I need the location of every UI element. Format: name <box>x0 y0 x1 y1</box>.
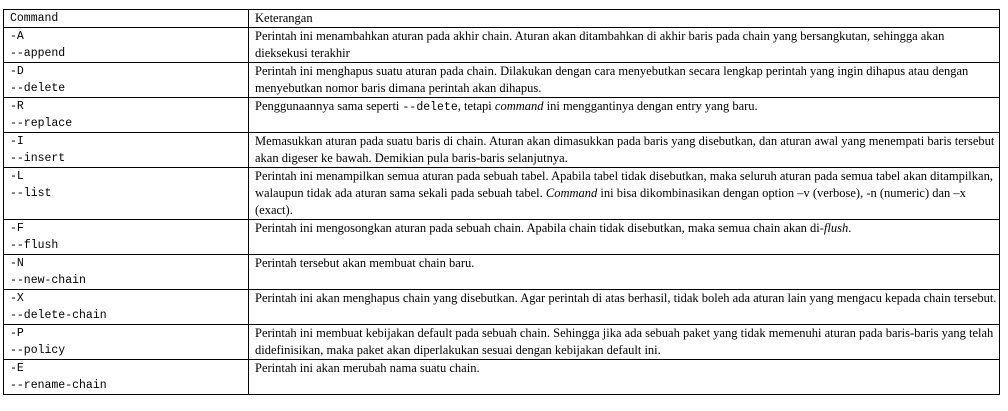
command-cell <box>4 360 249 395</box>
command-short-flag: -A <box>10 30 24 43</box>
inline-code: --delete <box>402 101 458 114</box>
command-cell <box>4 168 249 220</box>
description-cell <box>249 98 1000 133</box>
description-text: ini bisa dikombinasikan dengan option –v (verbose), -n (numeric) dan –x (exact). <box>255 186 966 217</box>
command-short-flag: -L <box>10 170 24 183</box>
table-row <box>4 133 1000 168</box>
command-cell <box>4 133 249 168</box>
command-cell <box>4 255 249 290</box>
command-short-flag: -F <box>10 222 24 235</box>
table-row <box>4 255 1000 290</box>
command-cell <box>4 98 249 133</box>
description-text: Perintah ini menghapus suatu aturan pada chain. Dilakukan dengan cara menyebutkan secara lengkap perintah yang ingin dihapus atau dengan menyebutkan nomor baris dimana perintah akan dihapus. <box>255 64 969 95</box>
command-long-flag: --delete <box>10 82 66 95</box>
command-short-flag: -D <box>10 65 24 78</box>
command-long-flag: --list <box>10 187 52 200</box>
command-cell <box>4 290 249 325</box>
emphasis-text: command <box>494 99 544 113</box>
table-row <box>4 290 1000 325</box>
column-header-description: Keterangan <box>249 10 1000 28</box>
table-row <box>4 63 1000 98</box>
description-cell <box>249 133 1000 168</box>
description-cell <box>249 360 1000 395</box>
table-row <box>4 168 1000 220</box>
description-cell <box>249 325 1000 360</box>
description-cell <box>249 63 1000 98</box>
command-cell <box>4 28 249 63</box>
table-row <box>4 360 1000 395</box>
description-text: ini menggantinya dengan entry yang baru. <box>543 99 758 113</box>
command-short-flag: -N <box>10 257 24 270</box>
table-row <box>4 28 1000 63</box>
command-short-flag: -R <box>10 100 24 113</box>
description-text: Penggunaannya sama seperti <box>255 99 403 113</box>
command-cell <box>4 63 249 98</box>
description-text: , tetapi <box>457 99 495 113</box>
description-text: Perintah ini akan menghapus chain yang disebutkan. Agar perintah di atas berhasil, tidak boleh ada aturan lain yang mengacu kepada chain tersebut. <box>255 291 997 305</box>
table-row <box>4 220 1000 255</box>
command-cell <box>4 220 249 255</box>
table-row <box>4 98 1000 133</box>
command-long-flag: --replace <box>10 117 73 130</box>
command-long-flag: --new-chain <box>10 274 86 287</box>
description-text: Perintah ini mengosongkan aturan pada sebuah chain. Apabila chain tidak disebutkan, maka semua chain akan di- <box>255 221 824 235</box>
column-header-command: Command <box>4 10 249 28</box>
command-long-flag: --rename-chain <box>10 379 107 392</box>
table-row <box>4 325 1000 360</box>
description-text: Perintah ini membuat kebijakan default pada sebuah chain. Sehingga jika ada sebuah paket yang tidak memenuhi aturan pada baris-baris yang telah didefinisikan, maka paket akan diperlakukan sesuai dengan kebijakan default ini. <box>255 326 994 357</box>
description-text: Perintah tersebut akan membuat chain baru. <box>255 256 475 270</box>
command-long-flag: --policy <box>10 344 66 357</box>
table-body <box>4 28 1000 395</box>
command-long-flag: --append <box>10 47 66 60</box>
command-short-flag: -P <box>10 327 24 340</box>
command-short-flag: -E <box>10 362 24 375</box>
description-text: Perintah ini menambahkan aturan pada akhir chain. Aturan akan ditambahkan di akhir baris pada chain yang bersangkutan, sehingga akan dieksekusi terakhir <box>255 29 945 60</box>
command-short-flag: -I <box>10 135 24 148</box>
description-cell <box>249 290 1000 325</box>
command-long-flag: --insert <box>10 152 66 165</box>
command-long-flag: --flush <box>10 239 59 252</box>
command-table <box>3 9 1000 395</box>
emphasis-text: flush <box>823 221 849 235</box>
command-long-flag: --delete-chain <box>10 309 107 322</box>
emphasis-text: Command <box>545 186 598 200</box>
description-cell <box>249 255 1000 290</box>
description-cell <box>249 28 1000 63</box>
description-text: Perintah ini menampilkan semua aturan pada sebuah tabel. Apabila tabel tidak disebutkan, maka seluruh aturan pada semua tabel akan ditampilkan, walaupun tidak ada aturan sama sekali pada sebuah tabel. <box>255 169 993 200</box>
description-text: Perintah ini akan merubah nama suatu chain. <box>255 361 480 375</box>
table-header-row <box>4 10 1000 28</box>
command-cell <box>4 325 249 360</box>
description-text: . <box>848 221 852 235</box>
description-cell <box>249 168 1000 220</box>
description-text: Memasukkan aturan pada suatu baris di chain. Aturan akan dimasukkan pada baris yang disebutkan, dan aturan awal yang menempati baris tersebut akan digeser ke bawah. Demikian pula baris-baris selanjutnya. <box>255 134 995 165</box>
command-short-flag: -X <box>10 292 24 305</box>
description-cell <box>249 220 1000 255</box>
